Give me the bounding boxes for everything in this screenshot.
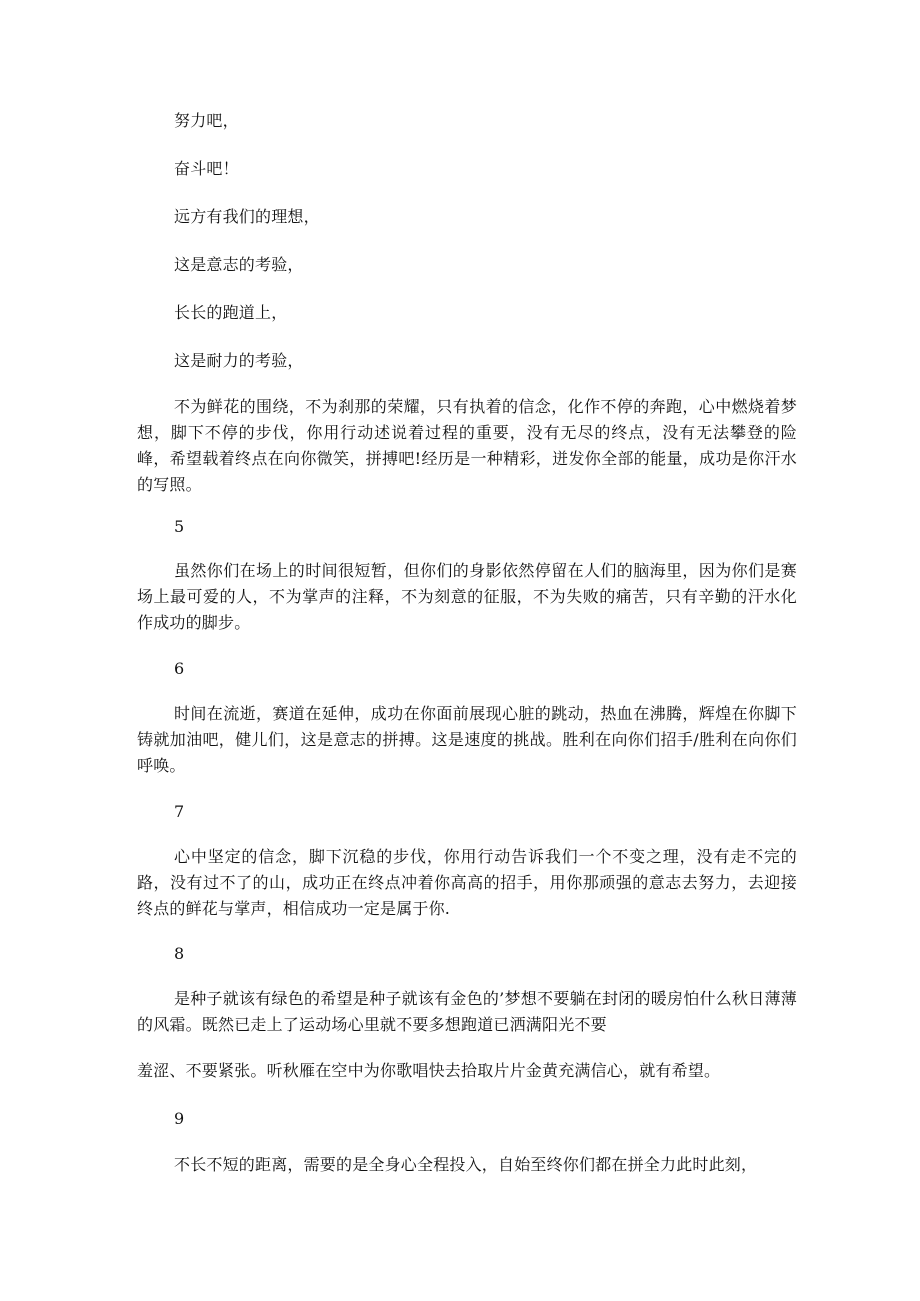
paragraph-6: 不长不短的距离，需要的是全身心全程投入，自始至终你们都在拼全力此时此刻，	[174, 1155, 758, 1174]
paragraph-3: 时间在流逝，赛道在延伸，成功在你面前展现心脏的跳动，热血在沸腾，辉煌在你脚下铸就加油吧，健儿们，这是意志的拼搏。这是速度的挑战。胜利在向你们招手/胜利在向你们呼唤。	[137, 704, 797, 775]
paragraph-5-continued: 羞涩、不要紧张。听秋雁在空中为你歌唱快去拾取片片金黄充满信心，就有希望。	[137, 1061, 721, 1080]
paragraph-5: 是种子就该有绿色的希望是种子就该有金色的’梦想不要躺在封闭的暖房怕什么秋日薄薄的风霜。既然已走上了运动场心里就不要多想跑道已洒满阳光不要	[137, 989, 797, 1034]
verse-line-6: 这是耐力的考验，	[174, 351, 304, 370]
section-number-8: 8	[174, 944, 185, 963]
section-number-5: 5	[174, 517, 185, 536]
paragraph-2: 虽然你们在场上的时间很短暂，但你们的身影依然停留在人们的脑海里，因为你们是赛场上最可爱的人，不为掌声的注释，不为刻意的征服，不为失败的痛苦，只有辛勤的汗水化作成功的脚步。	[137, 561, 797, 632]
section-number-7: 7	[174, 802, 185, 821]
verse-line-1: 努力吧，	[174, 111, 239, 130]
verse-line-4: 这是意志的考验，	[174, 255, 304, 274]
section-number-9: 9	[174, 1109, 185, 1128]
section-number-6: 6	[174, 659, 185, 678]
verse-line-5: 长长的跑道上，	[174, 303, 288, 322]
paragraph-1: 不为鲜花的围绕，不为刹那的荣耀，只有执着的信念，化作不停的奔跑，心中燃烧着梦想，脚下不停的步伐，你用行动述说着过程的重要，没有无尽的终点，没有无法攀登的险峰，希望载着终点在向你微笑，拼搏吧!经历是一种精彩，迸发你全部的能量，成功是你汗水的写照。	[137, 397, 797, 494]
verse-line-3: 远方有我们的理想，	[174, 207, 320, 226]
verse-line-2: 奋斗吧！	[174, 159, 239, 178]
paragraph-4: 心中坚定的信念，脚下沉稳的步伐，你用行动告诉我们一个不变之理，没有走不完的路，没有过不了的山，成功正在终点冲着你高高的招手，用你那顽强的意志去努力，去迎接终点的鲜花与掌声，相信成功一定是属于你.	[137, 847, 797, 918]
